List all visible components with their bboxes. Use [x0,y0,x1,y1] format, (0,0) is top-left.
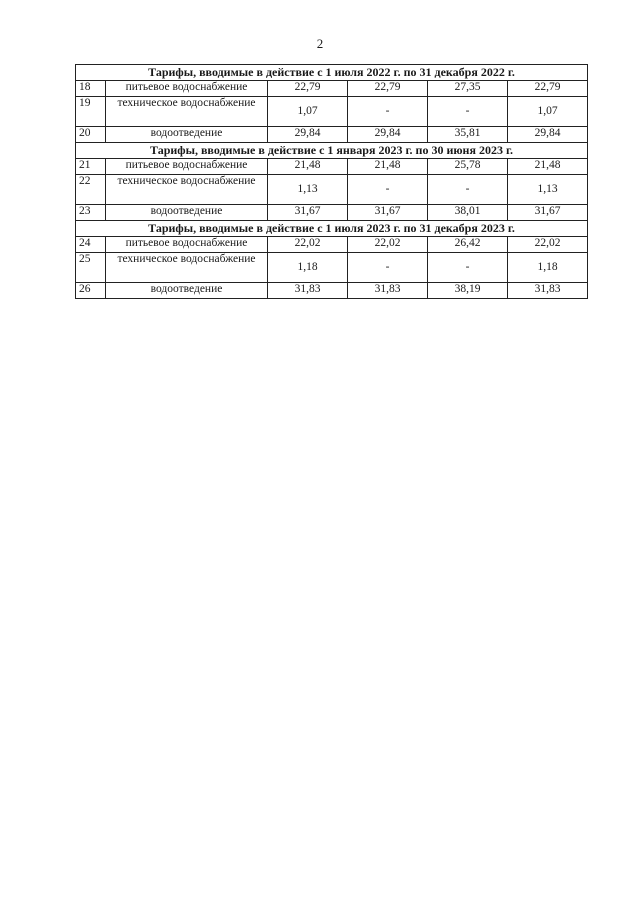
table-row [76,81,588,97]
tariff-value-4: 1,13 [508,175,588,205]
service-name: водоотведение [106,127,268,143]
table-row [76,159,588,175]
tariff-value-4: 22,79 [508,81,588,97]
tariff-value-3: - [428,175,508,205]
service-name: техническое водоснабжение [106,253,268,283]
service-name: питьевое водоснабжение [106,81,268,97]
tariff-value-2: 31,83 [348,283,428,299]
tariff-value-3: 38,19 [428,283,508,299]
table-row [76,205,588,221]
tariff-value-4: 29,84 [508,127,588,143]
tariff-value-3: 27,35 [428,81,508,97]
tariff-value-1: 1,13 [268,175,348,205]
service-name: питьевое водоснабжение [106,159,268,175]
tariff-value-1: 1,07 [268,97,348,127]
row-number: 24 [76,237,106,253]
tariff-value-4: 1,18 [508,253,588,283]
tariff-value-1: 1,18 [268,253,348,283]
service-name: водоотведение [106,283,268,299]
tariff-value-2: - [348,175,428,205]
section-header-row [76,65,588,81]
tariff-value-4: 1,07 [508,97,588,127]
tariff-value-2: - [348,253,428,283]
table-row [76,175,588,205]
tariff-value-3: 35,81 [428,127,508,143]
tariff-value-3: 25,78 [428,159,508,175]
table-row [76,127,588,143]
table-row [76,283,588,299]
table-row [76,97,588,127]
row-number: 26 [76,283,106,299]
section-title: Тарифы, вводимые в действие с 1 июля 2023 г. по 31 декабря 2023 г. [76,221,588,237]
row-number: 23 [76,205,106,221]
section-title: Тарифы, вводимые в действие с 1 июля 2022 г. по 31 декабря 2022 г. [76,65,588,81]
row-number: 19 [76,97,106,127]
service-name: питьевое водоснабжение [106,237,268,253]
tariff-value-2: 31,67 [348,205,428,221]
tariff-value-1: 29,84 [268,127,348,143]
row-number: 20 [76,127,106,143]
tariff-value-1: 22,02 [268,237,348,253]
tariff-value-2: - [348,97,428,127]
tariff-value-1: 21,48 [268,159,348,175]
tariff-value-3: 26,42 [428,237,508,253]
tariff-value-2: 29,84 [348,127,428,143]
tariff-value-3: - [428,253,508,283]
table-row [76,237,588,253]
tariff-value-4: 21,48 [508,159,588,175]
service-name: техническое водоснабжение [106,97,268,127]
tariff-value-2: 21,48 [348,159,428,175]
row-number: 25 [76,253,106,283]
tariff-value-2: 22,02 [348,237,428,253]
section-title: Тарифы, вводимые в действие с 1 января 2023 г. по 30 июня 2023 г. [76,143,588,159]
tariff-value-4: 22,02 [508,237,588,253]
service-name: техническое водоснабжение [106,175,268,205]
tariff-table-body [76,65,588,299]
service-name: водоотведение [106,205,268,221]
tariff-value-2: 22,79 [348,81,428,97]
tariff-value-4: 31,67 [508,205,588,221]
tariff-value-3: 38,01 [428,205,508,221]
page-number: 2 [316,36,324,51]
table-row [76,253,588,283]
row-number: 18 [76,81,106,97]
tariff-value-3: - [428,97,508,127]
tariff-value-1: 31,67 [268,205,348,221]
tariff-value-4: 31,83 [508,283,588,299]
tariff-value-1: 31,83 [268,283,348,299]
row-number: 22 [76,175,106,205]
row-number: 21 [76,159,106,175]
tariff-table [75,64,588,299]
section-header-row [76,143,588,159]
tariff-value-1: 22,79 [268,81,348,97]
section-header-row [76,221,588,237]
